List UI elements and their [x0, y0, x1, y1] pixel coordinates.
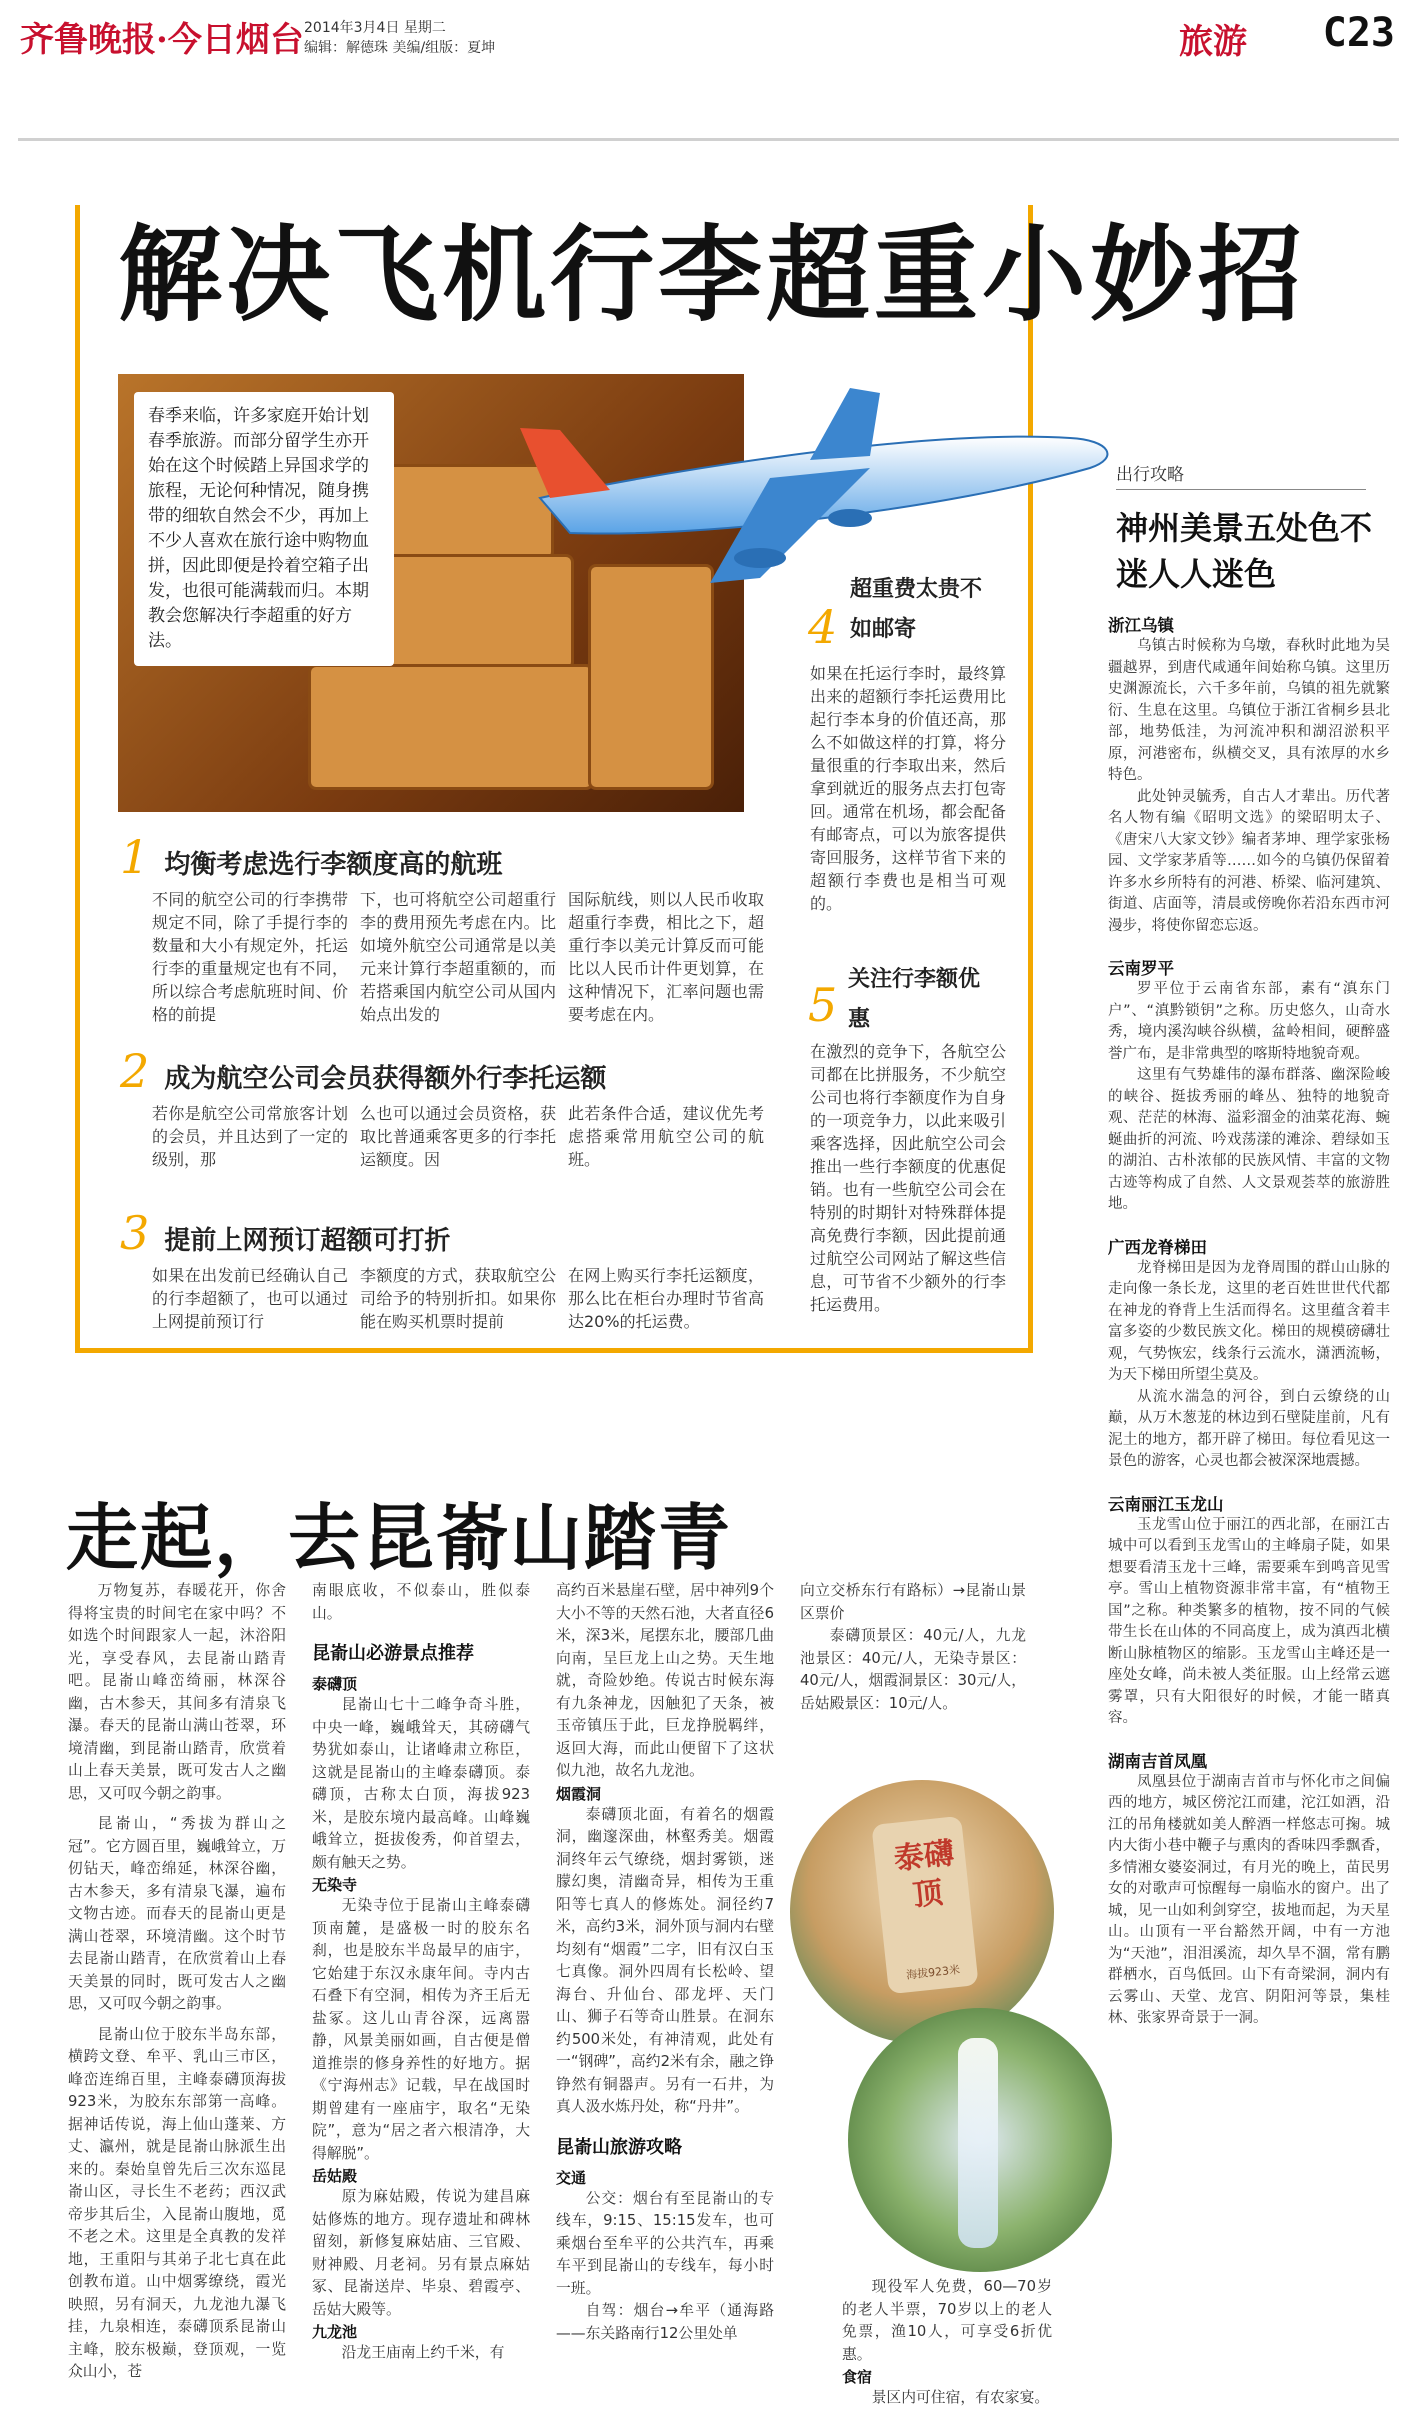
attraction-text: 原为麻姑殿，传说为建昌麻姑修炼的地方。现存遗址和碑林留刻，新修复麻姑庙、三官殿、财神殿、月老祠。另有景点麻姑冢、昆嵛送岸、毕泉、碧霞亭、岳姑大殿等。	[312, 2188, 530, 2318]
discount-text: 现役军人免费，60—70岁的老人半票，70岁以上的老人免票，渔10人，可享受6折优惠。	[842, 2278, 1052, 2363]
waterfall	[958, 2038, 998, 2248]
traffic-text: 自驾：烟台→牟平（通海路——东关路南行12公里处单	[556, 2302, 774, 2342]
attraction-text: 泰礴顶北面，有着名的烟霞洞，幽邃深曲，林壑秀美。烟霞洞终年云气缭绕，烟封雾锁，迷朦幻奥，清幽奇异，相传为王重阳等七真人的修炼处。洞径约7米，高约3米，洞外顶与洞内右壁均刻有“烟霞”二字，旧有汉白玉七真像。洞外四周有长松岭、望海台、升仙台、邵龙坪、天门山、狮子石等奇山胜景。在洞东约500米处，有神清观，此处有一“钢碑”，高约2米有余，融之铮铮然有铜器声。另有一石井，为真人汲水炼丹处，称“丹井”。	[556, 1805, 774, 2115]
attraction-name: 九龙池	[312, 2323, 358, 2341]
header-rule	[18, 138, 1399, 141]
attraction-name: 岳姑殿	[312, 2167, 358, 2185]
spot-name: 云南丽江玉龙山	[1108, 1494, 1224, 1514]
spot-text: 凤凰县位于湖南吉首市与怀化市之间偏西的地方，城区傍沱江而建，沱江如酒，沿江的吊角楼就如美人醉酒一样悠志可掬。城内大街小巷中鞭子与熏肉的香味四季飘香，多情湘女婆姿洞过，有月光的晚上，苗民男女的对歌声可惊醒每一扇临水的窗户。出了城，见一山如利剑穿空，拔地而起，为天星山。山顶有一平台豁然开阔，中有一方池为“天池”，泪泪溪流，却久旱不涸，常有鹏群栖水，百鸟低回。山下有奇梁洞，洞内有云雾山、天堂、龙宫、阴阳河等景，集桂林、张家界奇景于一洞。	[1108, 1773, 1390, 2026]
spot-text: 乌镇古时候称为乌墩，春秋时此地为吴疆越界，到唐代咸通年间始称乌镇。这里历史渊源流长，六千多年前，乌镇的祖先就繁衍、生息在这里。乌镇位于浙江省桐乡县北部，地势低洼，为河流冲积和湖沼淤积平原，河港密布，纵横交叉，具有浓厚的水乡特色。	[1108, 638, 1390, 783]
kunyu-col-2	[312, 1580, 530, 2365]
issue-editors: 编辑：解德珠 美编/组版：夏坤	[304, 40, 496, 56]
tip-5-body: 在激烈的竞争下，各航空公司都在比拼服务，不少航空公司也将行李额度作为自身的一项竞争力，以此来吸引乘客选择，因此航空公司会推出一些行李额度的优惠促销。也有一些航空公司会在特别的时期针对特殊群体提高免费行李额，因此提前通过航空公司网站了解这些信息，可节省不少额外的行李托运费用。	[810, 1042, 1006, 1314]
kunyu-col-4-bottom	[842, 2276, 1052, 2410]
section-name: 旅游	[1179, 22, 1247, 62]
attraction-name: 泰礴顶	[312, 1675, 358, 1693]
traffic-text: 公交：烟台有至昆嵛山的专线车，9:15、15:15发车，也可乘烟台至牟平的公共汽车，再乘车平到昆嵛山的专线车，每小时一班。	[556, 2189, 774, 2297]
tip-title: 均衡考虑选行李额度高的航班	[164, 850, 503, 880]
tip-title: 成为航空公司会员获得额外行李托运额	[164, 1064, 607, 1094]
tip-3-col-1: 如果在出发前已经确认自己的行李超额了，也可以通过上网提前预订行	[152, 1266, 348, 1331]
tip-1-heading	[120, 830, 502, 884]
tip-2-col-3: 此若条件合适，建议优先考虑搭乘常用航空公司的航班。	[568, 1104, 764, 1169]
tip-3-col-3: 在网上购买行李托运额度，那么比在柜台办理时节省高达20%的托运费。	[568, 1266, 764, 1331]
brand-paper: 齐鲁晚报	[20, 20, 156, 60]
food-text: 景区内可住宿，有农家宴。	[871, 2389, 1050, 2406]
ticket-prices: 泰礴顶景区：40元/人，九龙池景区：40元/人，无染寺景区：40元/人，烟霞洞景区：30元/人，岳姑殿景区：10元/人。	[800, 1627, 1026, 1712]
brand-separator: ·	[156, 20, 168, 60]
kunyu-headline: 走起，去昆嵛山踏青	[66, 1496, 733, 1580]
spot-text: 从流水湍急的河谷，到白云缭绕的山巅，从万木葱茏的林边到石壁陡崖前，凡有泥土的地方，都开辟了梯田。每位看见这一景色的游客，心灵也都会被深深地震撼。	[1108, 1388, 1390, 1469]
spot-name: 广西龙脊梯田	[1108, 1237, 1207, 1257]
suitcase-graphic	[308, 664, 594, 790]
spot-name: 浙江乌镇	[1108, 616, 1174, 635]
feature-frame-left	[75, 205, 80, 1353]
kunyu-col-4	[800, 1580, 1026, 1715]
tip-3-col-2: 李额度的方式，获取航空公司给予的特别折扣。如果你能在购买机票时提前	[360, 1266, 556, 1331]
kunyu-col-3	[556, 1580, 774, 2345]
food-heading: 食宿	[842, 2368, 873, 2386]
kunyu-paragraph: 昆嵛山位于胶东半岛东部，横跨文登、牟平、乳山三市区，峰峦连绵百里，主峰泰礴顶海拔923米，为胶东东部第一高峰。据神话传说，海上仙山蓬莱、方丈、瀛州，就是昆嵛山脉派生出来的。秦始皇曾先后三次东巡昆嵛山区，寻长生不老药；西汉武帝步其后尘，入昆嵛山腹地，觅不老之术。这里是全真教的发祥地，王重阳与其弟子北七真在此创教布道。山中烟雾缭绕，霞光映照，另有洞天，九龙池九瀑飞挂，九泉相连，泰礴顶系昆嵛山主峰，胶东极巅，登顶观，一览众山小，苍	[68, 2025, 286, 2380]
traffic-heading: 交通	[556, 2168, 587, 2187]
issue-date: 2014年3月4日 星期二	[304, 20, 446, 36]
tip-title: 关注行李额优惠	[848, 967, 981, 1032]
brand-logo	[20, 12, 304, 61]
spot-name: 云南罗平	[1108, 959, 1174, 978]
kunyu-subheading: 昆嵛山必游景点推荐	[312, 1643, 474, 1664]
attraction-text: 高约百米悬崖石壁，居中神列9个大小不等的天然石池，大者直径6米，深3米，尾摆东北，腰部几曲向南，呈巨龙上山之势。天生地就，奇险妙绝。传说古时候东海有九条神龙，因触犯了天条，被玉帝镇压于此，巨龙挣脱羁绊，返回大海，而此山便留下了这状似九池，故名九龙池。	[556, 1582, 774, 1779]
tip-title: 提前上网预订超额可打折	[164, 1226, 451, 1256]
kunyu-subheading: 昆嵛山旅游攻略	[556, 2136, 682, 2158]
tip-1-col-2: 下，也可将航空公司超重行李的费用预先考虑在内。比如境外航空公司通常是以美元来计算行李超重额的，而若搭乘国内航空公司从国内始点出发的	[360, 890, 556, 1024]
waterfall-photo	[848, 2008, 1112, 2272]
tip-5-heading	[808, 960, 1008, 1040]
feature-intro: 春季来临，许多家庭开始计划春季旅游。而部分留学生亦开始在这个时候踏上异国求学的旅程，无论何种情况，随身携带的细软自然会不少，再加上不少人喜欢在旅行途中购物血拼，因此即便是拎着空箱子出发，也很可能满载而归。本期教会您解决行李超重的好方法。	[134, 392, 394, 666]
taibo-peak-photo	[790, 1780, 1054, 2044]
spot-text: 此处钟灵毓秀，自古人才辈出。历代著名人物有编《昭明文选》的梁昭明太子、《唐宋八大家文钞》编者茅坤、理学家张杨园、文学家茅盾等……如今的乌镇仍保留着许多水乡所特有的河港、桥梁、临河建筑、街道、店面等，清晨或傍晚你若沿东西市河漫步，将使你留恋忘返。	[1108, 788, 1390, 934]
tip-1-col-1: 不同的航空公司的行李携带规定不同，除了手提行李的数量和大小有规定外，托运行李的重量规定也有不同，所以综合考虑航班时间、价格的前提	[152, 890, 348, 1024]
attraction-name: 烟霞洞	[556, 1784, 602, 1803]
airplane-icon	[510, 368, 1130, 588]
spot-text: 龙脊梯田是因为龙脊周围的群山山脉的走向像一条长龙，这里的老百姓世世代代都在神龙的脊背上生活而得名。这里蕴含着丰富多姿的少数民族文化。梯田的规模磅礴壮观，气势恢宏，线条行云流水，潇洒流畅，为天下梯田所望尘莫及。	[1108, 1259, 1390, 1383]
tip-4-body: 如果在托运行李时，最终算出来的超额行李托运费用比起行李本身的价值还高，那么不如做这样的打算，将分量很重的行李取出来，然后拿到就近的服务点去打包寄回。通常在机场，都会配备有邮寄点，可以为旅客提供寄回服务，这样节省下来的超额行李费也是相当可观的。	[810, 664, 1006, 913]
spot-text: 玉龙雪山位于丽江的西北部，在丽江古城中可以看到玉龙雪山的主峰扇子陡，如果想要看清玉龙十三峰，需要乘车到鸣音见雪亭。雪山上植物资源非常丰富，有“植物王国”之称。种类繁多的植物，按不同的气候带生长在山体的不同高度上，成为滇西北横断山脉植物区的缩影。玉龙雪山主峰还是一座处女峰，尚未被人类征服。山上经常云遮雾罩，只有大阳很好的时候，才能一睹真容。	[1108, 1516, 1390, 1726]
tip-3-heading	[120, 1206, 450, 1260]
attraction-text: 无染寺位于昆嵛山主峰泰礴顶南麓，是盛极一时的胶东名刹，也是胶东半岛最早的庙宇，它始建于东汉永康年间。寺内古石叠下有空洞，相传为齐王后无盐冢。这儿山青谷深，远离嚣静，风景美丽如画，自古便是僧道推崇的修身养性的好地方。据《宁海州志》记载，早在战国时期曾建有一座庙宇，取名“无染院”，意为“居之者六根清净，大得解脱”。	[312, 1897, 530, 2162]
column-title: 神州美景五处色不迷人人迷色	[1116, 509, 1373, 593]
spot-text: 这里有气势雄伟的瀑布群落、幽深险峻的峡谷、挺拔秀丽的峰丛、独特的地貌奇观、茫茫的林海、溢彩溜金的油菜花海、蜿蜒曲折的河流、吟戏荡漾的滩涂、碧绿如玉的湖泊、古朴浓郁的民族风情、丰富的文物古迹等构成了自然、人文景观荟萃的旅游胜地。	[1108, 1067, 1390, 1212]
ticket-lead: 向立交桥东行有路标）→昆嵛山景区票价	[800, 1582, 1026, 1622]
feature-headline: 解决飞机行李超重小妙招	[118, 214, 1307, 336]
tip-number: 3	[120, 1206, 150, 1260]
suitcase-graphic	[588, 564, 714, 790]
attraction-text: 昆嵛山七十二峰争奇斗胜，中央一峰，巍峨耸天，其磅礴气势犹如泰山，让诸峰肃立称臣，这就是昆嵛山的主峰泰礴顶。泰礴顶，古称太白顶，海拔923米，是胶东境内最高峰。山峰巍峨耸立，挺拔俊秀，仰首望去，颇有触天之势。	[312, 1696, 530, 1871]
tip-number: 4	[808, 600, 838, 654]
brand-edition: 今日烟台	[167, 20, 304, 60]
tip-2-heading	[120, 1044, 606, 1098]
scenic-spots	[1108, 612, 1390, 2030]
tip-number: 5	[808, 978, 838, 1032]
tip-1-col-3: 国际航线，则以人民币收取超重行李费，相比之下，超重行李以美元计算反而可能比以人民币计件更划算，在这种情况下，汇率问题也需要考虑在内。	[568, 890, 764, 1024]
attraction-name: 无染寺	[312, 1876, 358, 1894]
kunyu-col-1	[68, 1580, 286, 2384]
stone-elevation: 海拔923米	[905, 1963, 961, 1982]
spot-name: 湖南吉首凤凰	[1108, 1751, 1207, 1771]
kunyu-paragraph: 万物复苏，春暖花开，你舍得将宝贵的时间宅在家中吗？不如选个时间跟家人一起，沐浴阳光，享受春风，去昆嵛山踏青吧。昆嵛山峰峦绮丽，林深谷幽，古木参天，其间多有清泉飞瀑。春天的昆嵛山满山苍翠，环境清幽，到昆嵛山踏青，欣赏着山上春天美景，既可发古人之幽思，又可叹今朝之韵事。	[68, 1582, 286, 1802]
column-label: 出行攻略	[1116, 460, 1366, 490]
page-number: C23	[1322, 10, 1395, 56]
tip-2-col-1: 若你是航空公司常旅客计划的会员，并且达到了一定的级别，那	[152, 1104, 348, 1169]
issue-meta	[304, 18, 495, 58]
tip-title: 超重费太贵不如邮寄	[850, 577, 983, 642]
attraction-text: 沿龙王庙南上约千米，有	[341, 2344, 505, 2361]
tip-number: 1	[120, 830, 150, 884]
tip-number: 2	[120, 1044, 150, 1098]
kunyu-paragraph: 南眼底收，不似泰山，胜似泰山。	[312, 1582, 530, 1622]
spot-text: 罗平位于云南省东部，素有“滇东门户”、“滇黔锁钥”之称。历史悠久，山奇水秀，境内溪沟峡谷纵横，盆岭相间，硬醉盛誉广布，是非常典型的喀斯特地貌奇观。	[1108, 981, 1390, 1062]
tip-4-heading	[808, 570, 1008, 654]
kunyu-paragraph: 昆嵛山，“秀拔为群山之冠”。它方圆百里，巍峨耸立，万仞钻天，峰峦绵延，林深谷幽，古木参天，多有清泉飞瀑，遍布文物古迹。而春天的昆嵛山更是满山苍翠，环境清幽。这个时节去昆嵛山踏青，在欣赏着山上春天美景的同时，既可发古人之幽思，又可叹今朝之韵事。	[68, 1815, 286, 2012]
tip-2-col-2: 么也可以通过会员资格，获取比普通乘客更多的行李托运额度。因	[360, 1104, 556, 1169]
stone-carving: 泰礴顶	[892, 1836, 956, 1914]
